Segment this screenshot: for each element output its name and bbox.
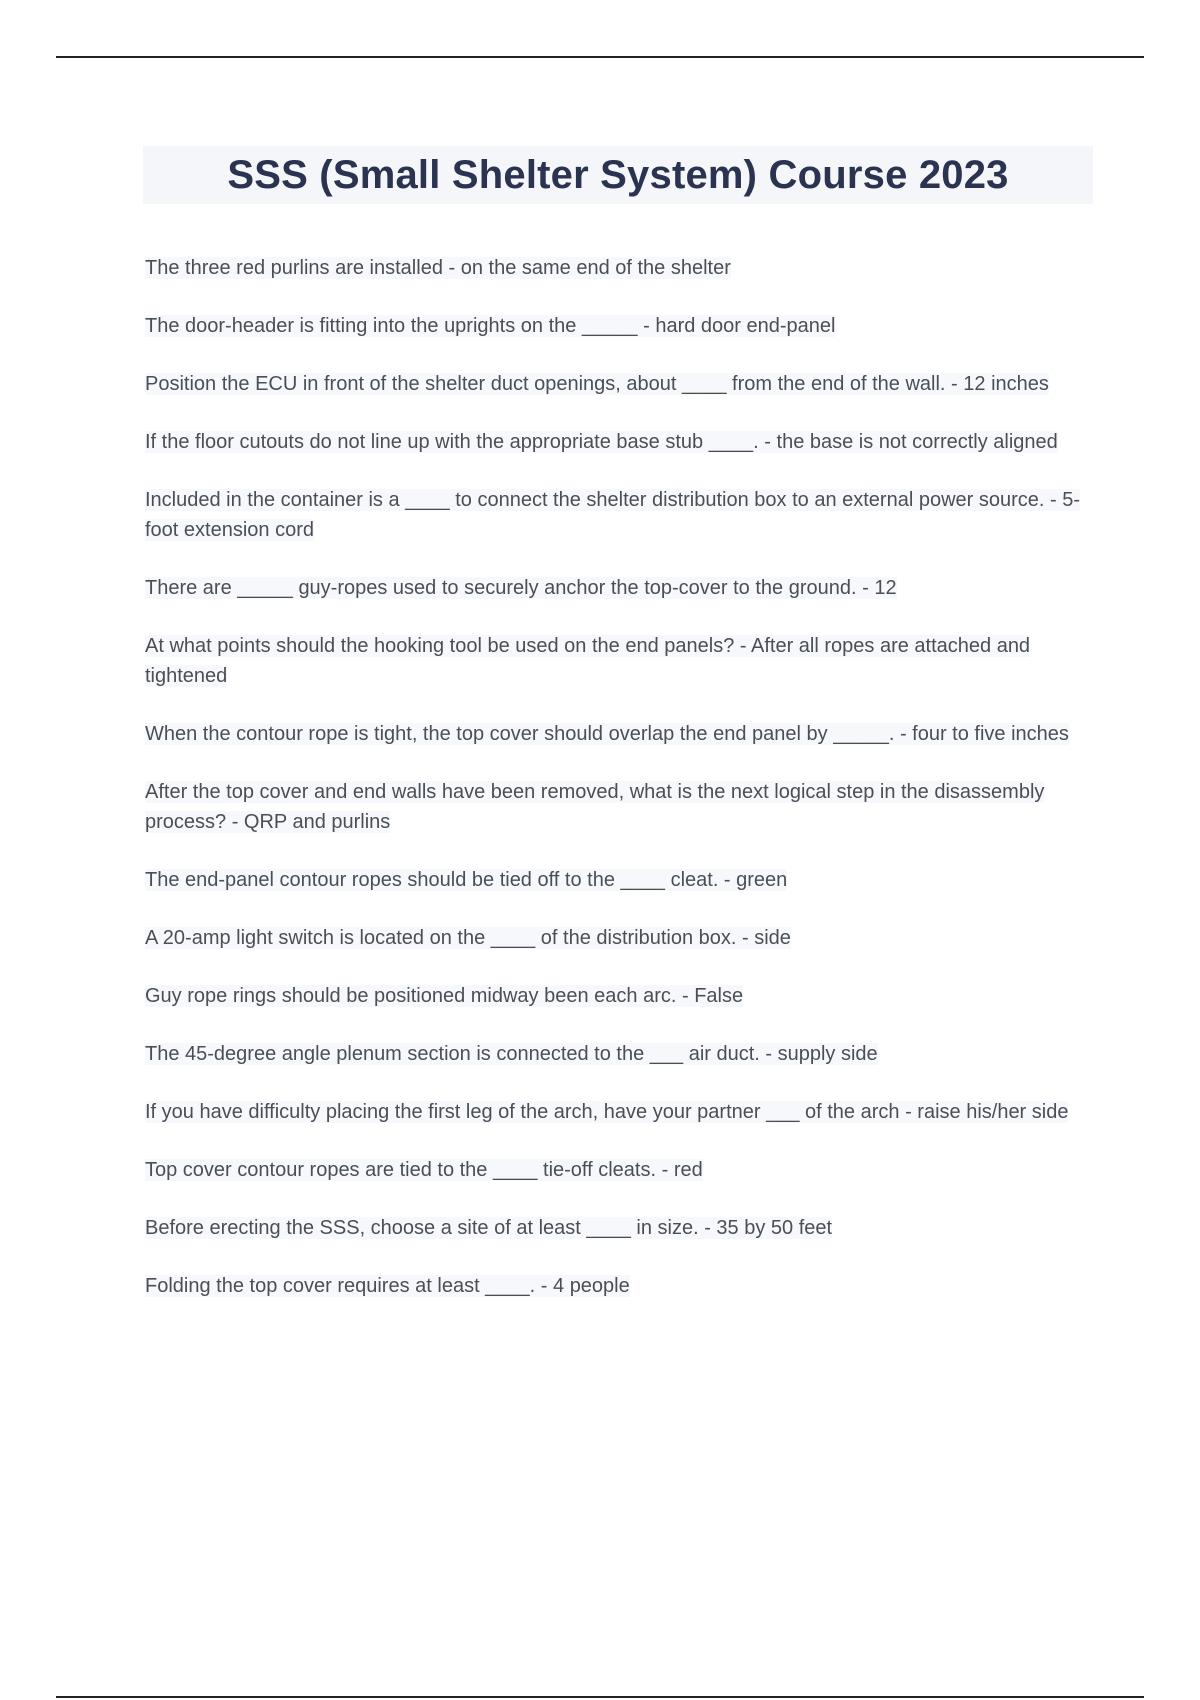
qa-text: A 20-amp light switch is located on the ____ of the distribution box. - side [145,927,791,949]
qa-item [145,777,1095,837]
qa-text: Guy rope rings should be positioned midway been each arc. - False [145,985,744,1007]
qa-text: At what points should the hooking tool be used on the end panels? - After all ropes are attached and tightened [145,635,1031,687]
qa-list [145,253,1095,1301]
qa-text: Top cover contour ropes are tied to the ____ tie-off cleats. - red [145,1159,703,1181]
qa-text: The 45-degree angle plenum section is connected to the ___ air duct. - supply side [145,1043,878,1065]
top-rule [56,56,1144,58]
qa-item [145,923,1095,953]
qa-item [145,631,1095,691]
qa-text: When the contour rope is tight, the top cover should overlap the end panel by _____. - four to five inches [145,723,1069,745]
qa-item [145,427,1095,457]
qa-text: There are _____ guy-ropes used to securely anchor the top-cover to the ground. - 12 [145,577,897,599]
qa-text: Before erecting the SSS, choose a site of at least ____ in size. - 35 by 50 feet [145,1217,833,1239]
qa-text: Position the ECU in front of the shelter duct openings, about ____ from the end of the wall. - 12 inches [145,373,1049,395]
qa-text: The three red purlins are installed - on the same end of the shelter [145,257,731,279]
qa-item [145,1213,1095,1243]
qa-item [145,1271,1095,1301]
qa-item [145,369,1095,399]
qa-item [145,311,1095,341]
bottom-rule [56,1696,1144,1698]
qa-item [145,981,1095,1011]
qa-text: If you have difficulty placing the first leg of the arch, have your partner ___ of the arch - raise his/her side [145,1101,1069,1123]
qa-item [145,485,1095,545]
document-title: SSS (Small Shelter System) Course 2023 [227,152,1009,197]
qa-text: If the floor cutouts do not line up with the appropriate base stub ____. - the base is not correctly aligned [145,431,1058,453]
qa-item [145,1097,1095,1127]
qa-text: Folding the top cover requires at least ____. - 4 people [145,1275,630,1297]
qa-item [145,253,1095,283]
qa-text: The door-header is fitting into the uprights on the _____ - hard door end-panel [145,315,836,337]
qa-text: After the top cover and end walls have been removed, what is the next logical step in the disassembly process? - QRP and purlins [145,781,1045,833]
qa-item [145,719,1095,749]
qa-text: The end-panel contour ropes should be tied off to the ____ cleat. - green [145,869,788,891]
title-band [143,146,1093,204]
qa-item [145,1155,1095,1185]
qa-text: Included in the container is a ____ to connect the shelter distribution box to an external power source. - 5-foot extension cord [145,489,1080,541]
qa-item [145,573,1095,603]
qa-item [145,865,1095,895]
qa-item [145,1039,1095,1069]
